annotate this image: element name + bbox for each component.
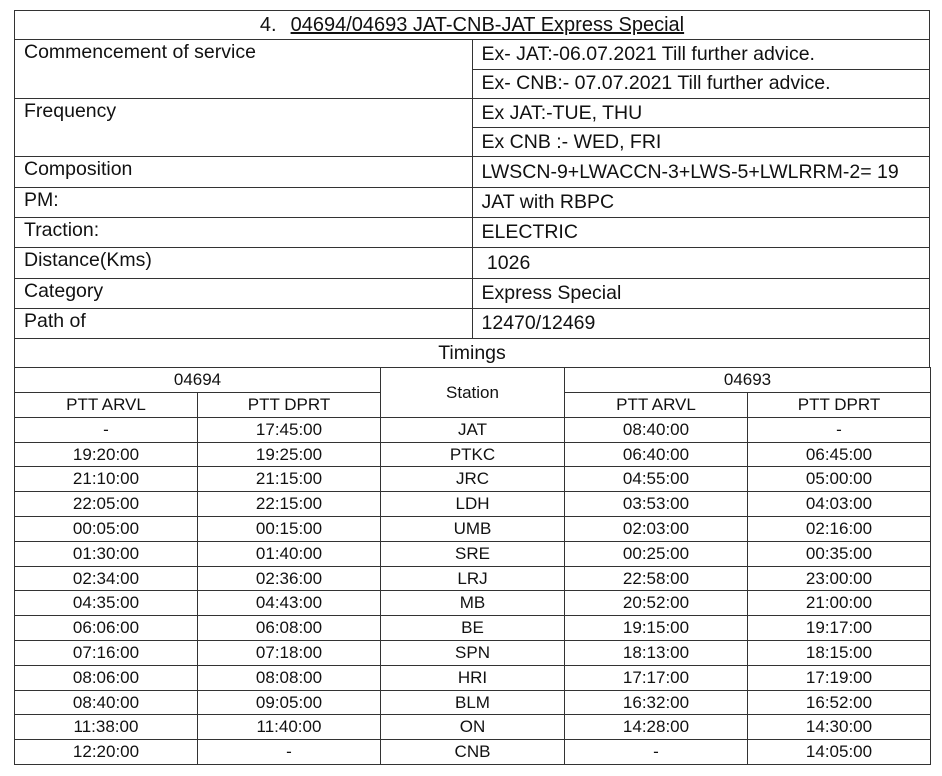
station-header: Station	[381, 368, 565, 418]
timing-row	[15, 566, 931, 591]
down-arrival-cell: 12:20:00	[15, 740, 198, 765]
info-label: Traction:	[15, 218, 473, 248]
station-cell: SPN	[381, 641, 565, 666]
pm-row	[15, 187, 930, 217]
service-info-table	[14, 10, 930, 368]
info-label: Category	[15, 278, 473, 308]
up-departure-cell: 21:00:00	[748, 591, 931, 616]
up-departure-cell: 18:15:00	[748, 641, 931, 666]
down-arrival-cell: 19:20:00	[15, 442, 198, 467]
up-departure-cell: -	[748, 417, 931, 442]
commencement-label: Commencement of service	[15, 40, 473, 99]
station-cell: BLM	[381, 690, 565, 715]
station-cell: MB	[381, 591, 565, 616]
down-departure-cell: 09:05:00	[198, 690, 381, 715]
timing-row	[15, 467, 931, 492]
info-label: Distance(Kms)	[15, 248, 473, 278]
commencement-row	[15, 40, 930, 69]
station-cell: CNB	[381, 740, 565, 765]
timing-row	[15, 690, 931, 715]
down-departure-cell: 22:15:00	[198, 492, 381, 517]
document-title	[15, 11, 930, 40]
up-arrival-cell: 20:52:00	[565, 591, 748, 616]
down-arrival-cell: 04:35:00	[15, 591, 198, 616]
timing-row	[15, 641, 931, 666]
up-departure-cell: 19:17:00	[748, 616, 931, 641]
composition-row	[15, 157, 930, 187]
timings-heading-row	[15, 339, 930, 368]
down-arrival-cell: 22:05:00	[15, 492, 198, 517]
station-cell: JAT	[381, 417, 565, 442]
info-value: 1026	[472, 248, 930, 278]
up-arrival-cell: 03:53:00	[565, 492, 748, 517]
frequency-value: Ex CNB :- WED, FRI	[472, 128, 930, 157]
station-cell: BE	[381, 616, 565, 641]
down-departure-cell: 06:08:00	[198, 616, 381, 641]
down-arrival-cell: 11:38:00	[15, 715, 198, 740]
info-label: Composition	[15, 157, 473, 187]
title-row	[15, 11, 930, 40]
departure-header: PTT DPRT	[748, 393, 931, 418]
station-cell: JRC	[381, 467, 565, 492]
commencement-value: Ex- JAT:-06.07.2021 Till further advice.	[472, 40, 930, 69]
up-arrival-cell: -	[565, 740, 748, 765]
train-04693-header: 04693	[565, 368, 931, 393]
up-departure-cell: 00:35:00	[748, 541, 931, 566]
station-cell: UMB	[381, 517, 565, 542]
timing-row	[15, 417, 931, 442]
up-departure-cell: 02:16:00	[748, 517, 931, 542]
train-04694-header: 04694	[15, 368, 381, 393]
timing-row	[15, 740, 931, 765]
down-arrival-cell: 01:30:00	[15, 541, 198, 566]
station-cell: HRI	[381, 665, 565, 690]
item-number: 4.	[259, 13, 277, 36]
down-arrival-cell: 21:10:00	[15, 467, 198, 492]
up-departure-cell: 14:05:00	[748, 740, 931, 765]
down-departure-cell: 02:36:00	[198, 566, 381, 591]
timing-row	[15, 517, 931, 542]
up-arrival-cell: 00:25:00	[565, 541, 748, 566]
up-departure-cell: 17:19:00	[748, 665, 931, 690]
traction-row	[15, 218, 930, 248]
timing-row	[15, 541, 931, 566]
info-value: LWSCN-9+LWACCN-3+LWS-5+LWLRRM-2= 19	[472, 157, 930, 187]
down-arrival-cell: 00:05:00	[15, 517, 198, 542]
info-value: 12470/12469	[472, 308, 930, 338]
info-label: Path of	[15, 308, 473, 338]
down-arrival-cell: 07:16:00	[15, 641, 198, 666]
down-departure-cell: 17:45:00	[198, 417, 381, 442]
station-cell: LDH	[381, 492, 565, 517]
up-arrival-cell: 04:55:00	[565, 467, 748, 492]
down-departure-cell: 01:40:00	[198, 541, 381, 566]
up-arrival-cell: 08:40:00	[565, 417, 748, 442]
path-row	[15, 308, 930, 338]
up-departure-cell: 14:30:00	[748, 715, 931, 740]
station-cell: PTKC	[381, 442, 565, 467]
down-departure-cell: 21:15:00	[198, 467, 381, 492]
up-departure-cell: 16:52:00	[748, 690, 931, 715]
up-departure-cell: 06:45:00	[748, 442, 931, 467]
info-value: ELECTRIC	[472, 218, 930, 248]
info-label: PM:	[15, 187, 473, 217]
up-departure-cell: 04:03:00	[748, 492, 931, 517]
down-arrival-cell: 02:34:00	[15, 566, 198, 591]
frequency-label: Frequency	[15, 98, 473, 157]
down-arrival-cell: -	[15, 417, 198, 442]
down-arrival-cell: 08:06:00	[15, 665, 198, 690]
down-departure-cell: 04:43:00	[198, 591, 381, 616]
up-arrival-cell: 14:28:00	[565, 715, 748, 740]
info-value: JAT with RBPC	[472, 187, 930, 217]
train-number-row	[15, 368, 931, 393]
commencement-value: Ex- CNB:- 07.07.2021 Till further advice.	[472, 69, 930, 98]
train-schedule-document	[14, 10, 930, 765]
down-arrival-cell: 08:40:00	[15, 690, 198, 715]
info-value: Express Special	[472, 278, 930, 308]
timing-row	[15, 591, 931, 616]
train-title: 04694/04693 JAT-CNB-JAT Express Special	[290, 13, 685, 36]
timing-row	[15, 442, 931, 467]
timings-table	[14, 367, 931, 765]
station-cell: SRE	[381, 541, 565, 566]
down-departure-cell: 11:40:00	[198, 715, 381, 740]
timing-row	[15, 665, 931, 690]
down-departure-cell: 19:25:00	[198, 442, 381, 467]
up-arrival-cell: 22:58:00	[565, 566, 748, 591]
up-arrival-cell: 18:13:00	[565, 641, 748, 666]
timing-row	[15, 492, 931, 517]
up-arrival-cell: 06:40:00	[565, 442, 748, 467]
down-departure-cell: 08:08:00	[198, 665, 381, 690]
down-departure-cell: 07:18:00	[198, 641, 381, 666]
up-arrival-cell: 17:17:00	[565, 665, 748, 690]
timing-row	[15, 715, 931, 740]
timing-row	[15, 616, 931, 641]
distance-row	[15, 248, 930, 278]
down-departure-cell: 00:15:00	[198, 517, 381, 542]
timings-heading: Timings	[15, 339, 930, 368]
up-departure-cell: 05:00:00	[748, 467, 931, 492]
up-arrival-cell: 19:15:00	[565, 616, 748, 641]
departure-header: PTT DPRT	[198, 393, 381, 418]
up-arrival-cell: 16:32:00	[565, 690, 748, 715]
frequency-value: Ex JAT:-TUE, THU	[472, 98, 930, 127]
arrival-header: PTT ARVL	[15, 393, 198, 418]
up-arrival-cell: 02:03:00	[565, 517, 748, 542]
timings-body	[15, 417, 931, 764]
station-cell: ON	[381, 715, 565, 740]
arrival-header: PTT ARVL	[565, 393, 748, 418]
category-row	[15, 278, 930, 308]
up-departure-cell: 23:00:00	[748, 566, 931, 591]
frequency-row	[15, 98, 930, 127]
down-departure-cell: -	[198, 740, 381, 765]
station-cell: LRJ	[381, 566, 565, 591]
down-arrival-cell: 06:06:00	[15, 616, 198, 641]
